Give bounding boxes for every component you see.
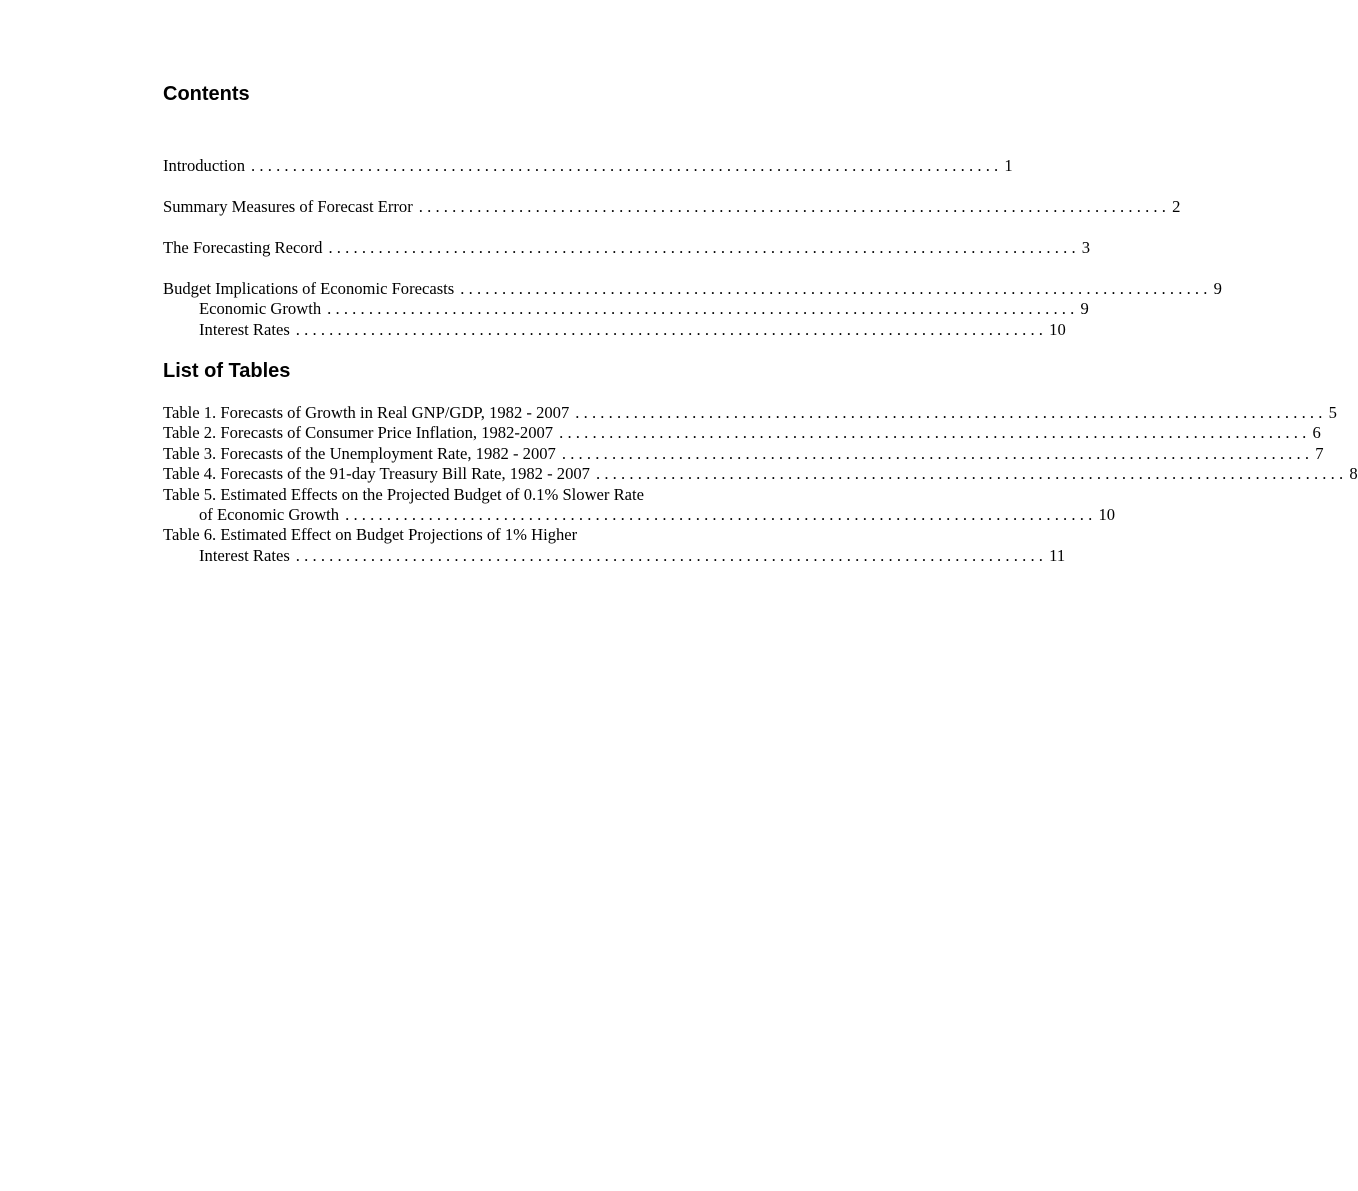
toc-entry-page: 3 (1081, 237, 1091, 257)
dot-leader: .......................................................................................... (295, 319, 1048, 339)
toc-entry-economic-growth[interactable] (163, 299, 1089, 319)
dot-leader: .......................................................................................... (328, 237, 1080, 257)
dot-leader: .......................................................................................... (595, 464, 1348, 484)
toc-entry-page: 9 (1213, 278, 1222, 298)
table-entry-6[interactable] (163, 525, 1066, 566)
table-entry-label: Table 2. Forecasts of Consumer Price Inflation, 1982-2007 (163, 423, 554, 443)
dot-leader: .......................................................................................... (295, 545, 1048, 565)
toc-entry-page: 9 (1080, 299, 1089, 319)
dot-leader: .......................................................................................... (418, 196, 1171, 216)
toc-entry-summary-measures[interactable] (163, 196, 1181, 217)
table-entry-title-line: Table 5. Estimated Effects on the Projected Budget of 0.1% Slower Rate (163, 484, 645, 504)
table-entry-page: 6 (1312, 423, 1321, 443)
contents-heading: Contents (163, 83, 250, 105)
toc-entry-page: 1 (1004, 156, 1013, 175)
document-page (163, 80, 1358, 566)
table-entry-page: 11 (1049, 545, 1066, 565)
toc-entry-label: The Forecasting Record (163, 237, 323, 257)
toc-entry-label: Budget Implications of Economic Forecasts (163, 278, 455, 298)
toc-entry-label: Economic Growth (199, 299, 322, 319)
dot-leader: .......................................................................................... (345, 504, 1097, 524)
tables-list (163, 402, 1358, 566)
table-entry-5[interactable] (163, 484, 1116, 526)
table-entry-title-line: Table 6. Estimated Effect on Budget Projections of 1% Higher (163, 525, 578, 545)
table-entry-label: Table 1. Forecasts of Growth in Real GNP/GDP, 1982 - 2007 (163, 402, 570, 422)
table-entry-page: 5 (1328, 402, 1337, 422)
toc-entry-interest-rates[interactable] (163, 319, 1066, 340)
dot-leader: .......................................................................................... (327, 299, 1079, 319)
table-entry-4[interactable] (163, 464, 1358, 484)
contents-list (163, 156, 1222, 340)
table-entry-2[interactable] (163, 423, 1321, 443)
table-entry-continuation (163, 504, 1116, 525)
toc-entry-budget-implications[interactable] (163, 278, 1222, 299)
toc-entry-forecasting-record[interactable] (163, 237, 1091, 258)
toc-entry-label: Summary Measures of Forecast Error (163, 196, 413, 216)
dot-leader: .......................................................................................... (460, 278, 1212, 298)
dot-leader: .......................................................................................... (575, 402, 1327, 422)
dot-leader: .......................................................................................... (251, 156, 1003, 175)
toc-entry-page: 2 (1172, 196, 1181, 216)
toc-entry-introduction[interactable] (163, 156, 1013, 176)
table-entry-page: 7 (1315, 443, 1324, 463)
toc-entry-label: Interest Rates (199, 319, 290, 339)
table-entry-1[interactable] (163, 402, 1337, 423)
dot-leader: .......................................................................................... (561, 443, 1314, 463)
table-entry-label: Interest Rates (199, 545, 290, 565)
table-entry-label: Table 4. Forecasts of the 91-day Treasury Bill Rate, 1982 - 2007 (163, 464, 590, 484)
dot-leader: .......................................................................................... (559, 423, 1311, 443)
list-of-tables-heading: List of Tables (163, 359, 291, 382)
toc-entry-page: 10 (1049, 319, 1066, 339)
table-entry-page: 8 (1349, 464, 1358, 484)
table-entry-label: of Economic Growth (199, 504, 340, 524)
table-entry-label: Table 3. Forecasts of the Unemployment Rate, 1982 - 2007 (163, 443, 556, 463)
toc-entry-label: Introduction (163, 156, 246, 175)
table-entry-page: 10 (1098, 504, 1116, 524)
table-entry-continuation (163, 545, 1066, 566)
table-entry-3[interactable] (163, 443, 1324, 464)
